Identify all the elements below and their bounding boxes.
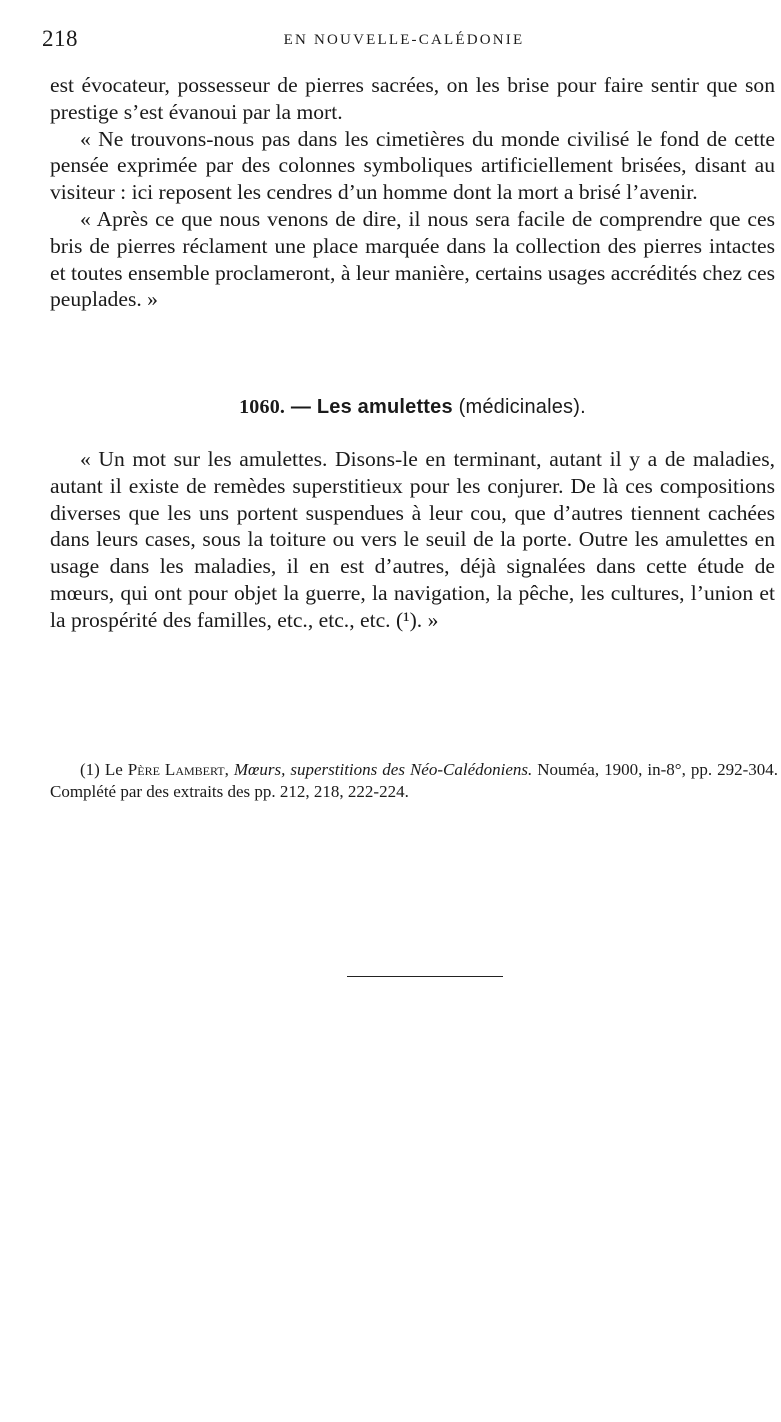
section-number: 1060. (239, 396, 286, 418)
footnote-marker: (1) (80, 760, 100, 779)
footnote-details: Nouméa, 1900, in-8°, pp. 292-304. Complété par des extraits des pp. 212, 218, 222-224. (50, 760, 779, 801)
section-heading (50, 396, 775, 419)
section-subtitle: (médicinales). (458, 396, 586, 418)
running-title: EN NOUVELLE-CALÉDONIE (283, 32, 525, 48)
section-title: Les amulettes (316, 396, 453, 418)
footnote-author-prefix: Le (104, 760, 123, 779)
paragraph-1: est évocateur, possesseur de pierres sacrées, on les brise pour faire sentir que son prestige s’est évanoui par la mort. (50, 73, 775, 124)
footnote-author: Père Lambert, (127, 760, 229, 779)
footnote (50, 759, 778, 803)
heading-dash: — (290, 396, 312, 418)
text-block-2 (50, 446, 775, 634)
paragraph-2: « Ne trouvons-nous pas dans les cimetières du monde civilisé le fond de cette pensée exprimée par des colonnes symboliques artificiellement brisées, disant au visiteur : ici reposent les cendres d’un homme dont la mort a brisé l’avenir. (50, 126, 775, 205)
footnote-title: Mœurs, superstitions des Néo-Calédoniens. (233, 760, 533, 779)
paragraph-3: « Après ce que nous venons de dire, il nous sera facile de comprendre que ces bris de pierres réclament une place marquée dans la collection des pierres intactes et toutes ensemble proclameront, à leur manière, certains usages accrédités chez ces peuplades. » (50, 206, 775, 312)
page-number: 218 (42, 26, 78, 51)
text-block-1 (50, 72, 775, 313)
page-header (34, 26, 774, 54)
end-rule (347, 976, 503, 977)
paragraph-4: « Un mot sur les amulettes. Disons-le en terminant, autant il y a de maladies, autant il existe de remèdes superstitieux pour les conjurer. De là ces compositions diverses que les uns portent suspendues à leur cou, que d’autres tiennent cachées dans leurs cases, sous la toiture ou vers le seuil de la porte. Outre les amulettes en usage dans les maladies, il en est d’autres, déjà signalées dans cette étude de mœurs, qui ont pour objet la guerre, la navigation, la pêche, les cultures, l’union et la prospérité des familles, etc., etc., etc. (¹). » (50, 447, 775, 632)
